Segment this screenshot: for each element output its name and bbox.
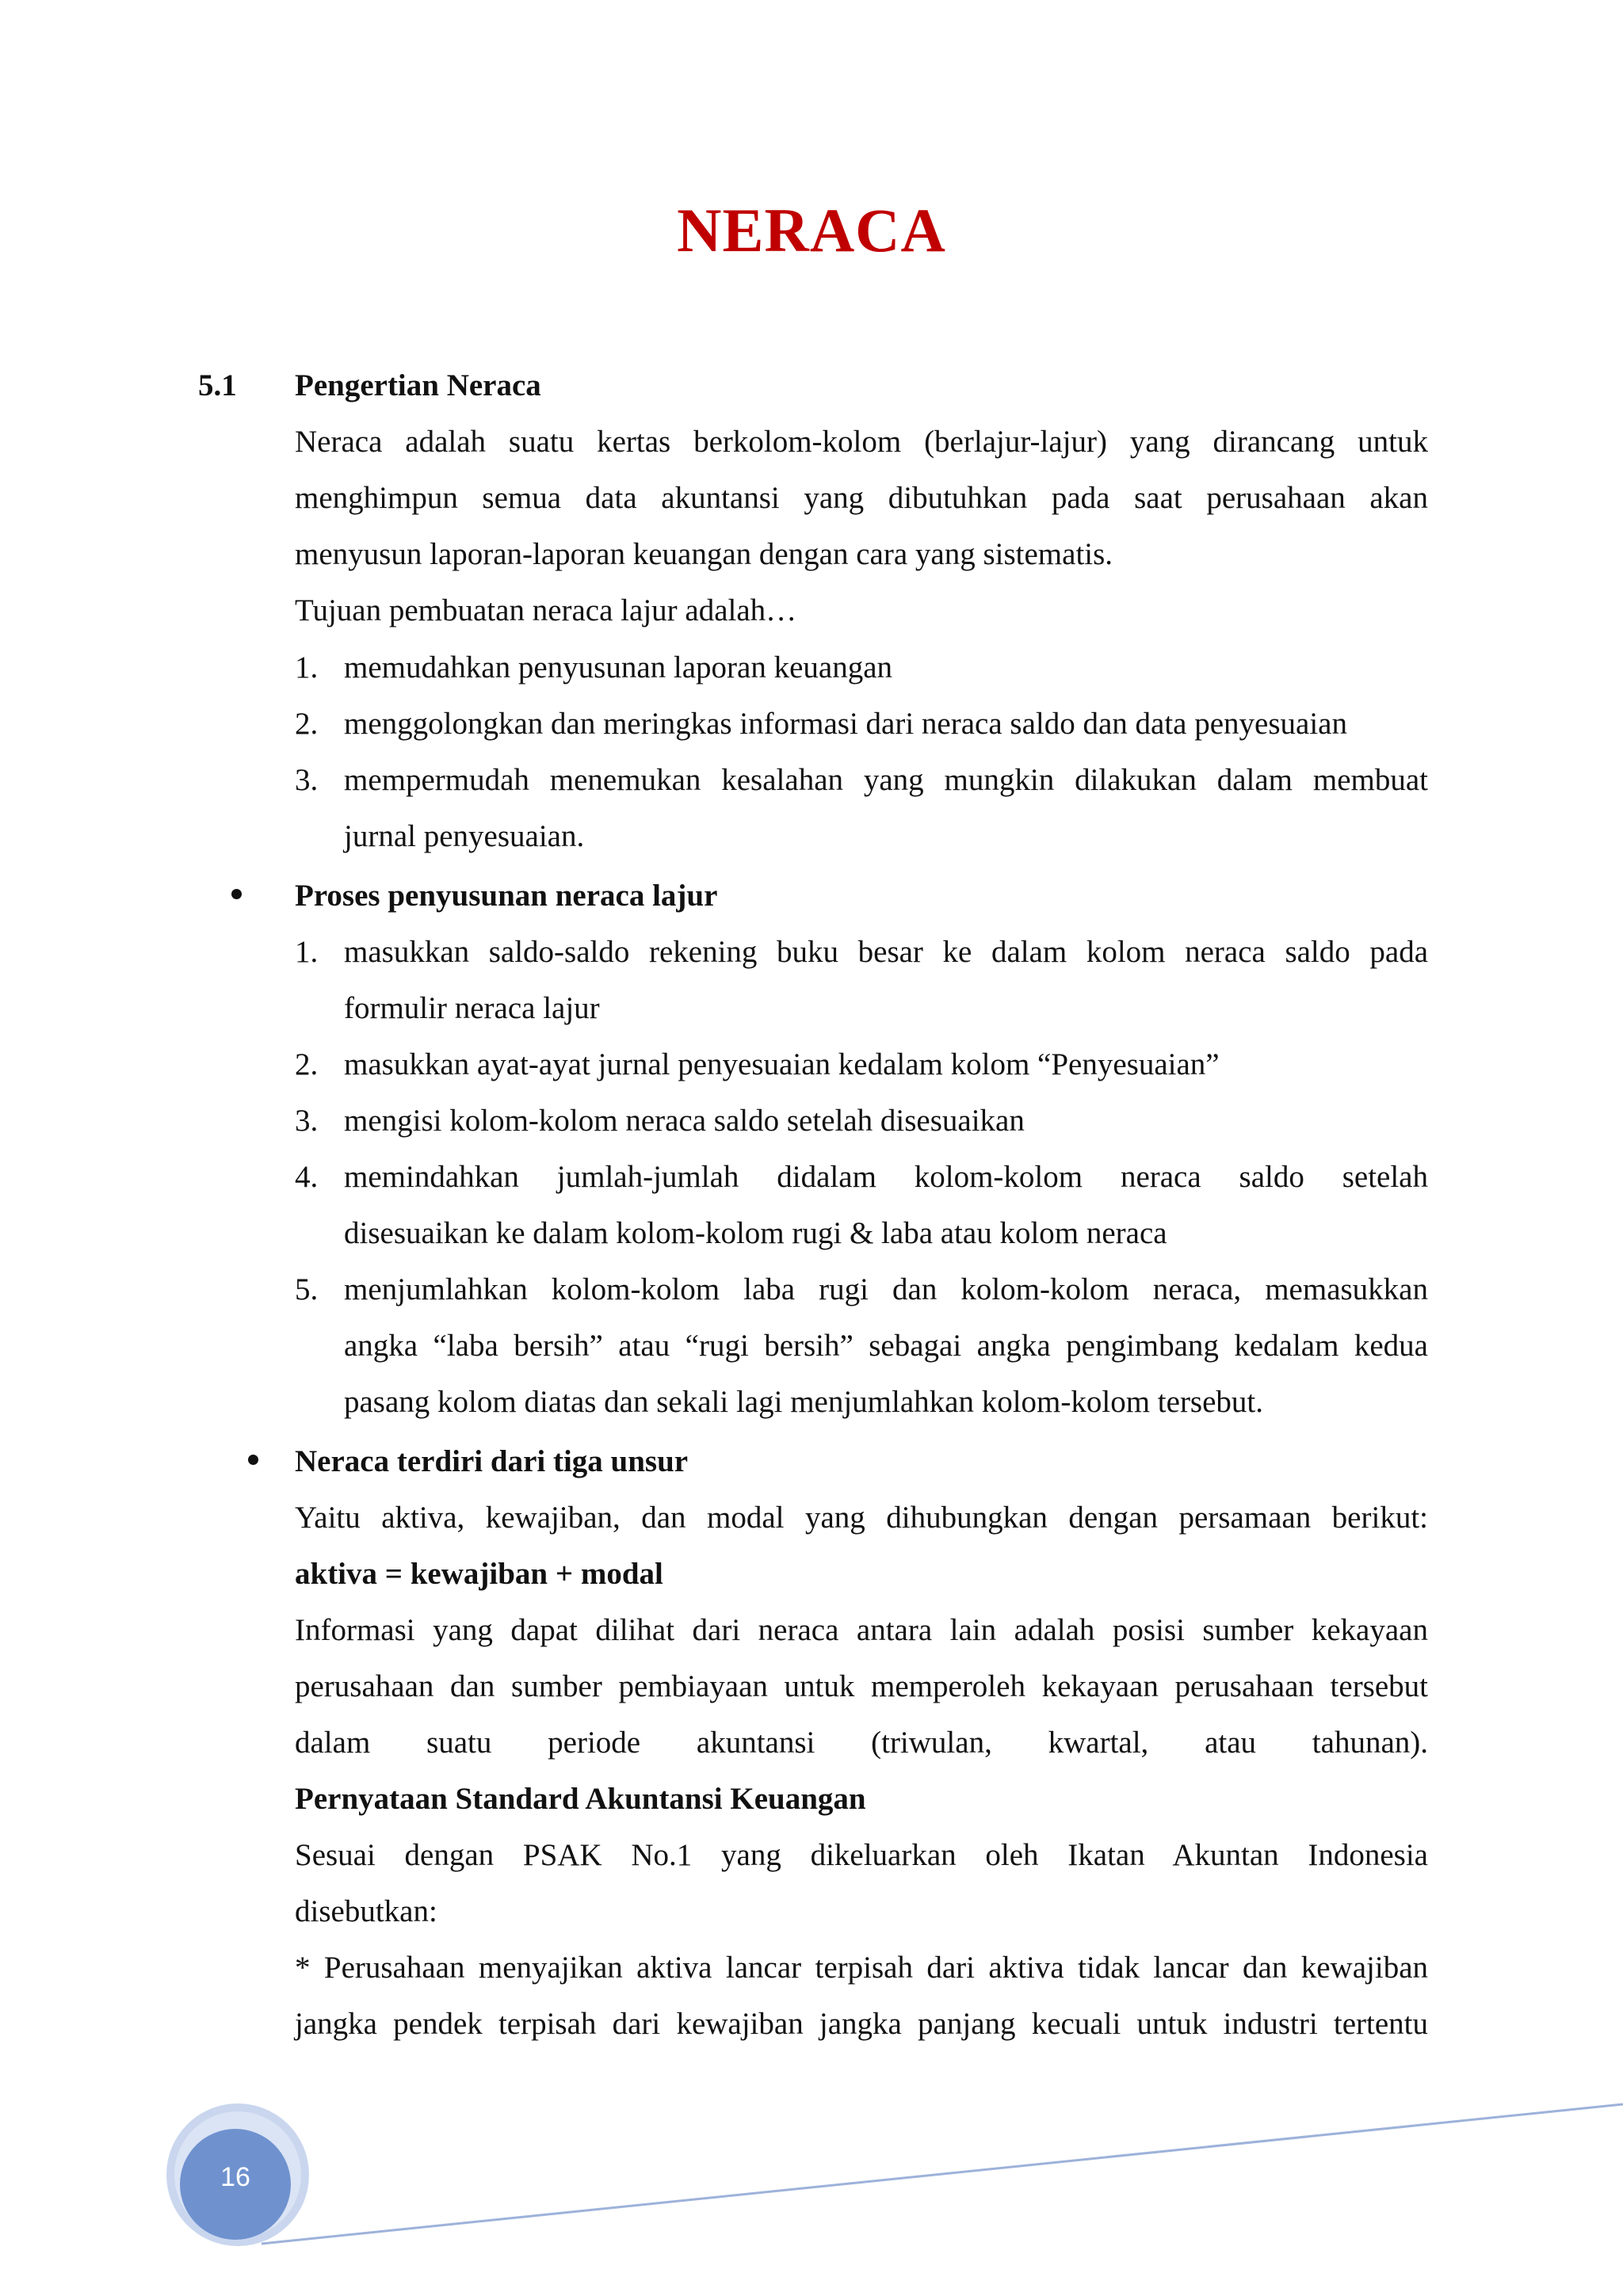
equation: aktiva = kewajiban + modal <box>295 1557 663 1591</box>
list-number: 5. <box>295 1272 319 1306</box>
list-item-continued: formulir neraca lajur <box>344 991 600 1025</box>
psak-heading: Pernyataan Standard Akuntansi Keuangan <box>295 1782 866 1816</box>
list-item-continued: disesuaikan ke dalam kolom-kolom rugi & laba atau kolom neraca <box>344 1216 1167 1250</box>
list-item: masukkan saldo-saldo rekening buku besar ke dalam kolom neraca saldo pada <box>344 935 1428 969</box>
list-item: mempermudah menemukan kesalahan yang mungkin dilakukan dalam membuat <box>344 763 1428 797</box>
section-number: 5.1 <box>198 368 237 402</box>
list-number: 4. <box>295 1160 319 1194</box>
list-number: 1. <box>295 650 319 685</box>
process-heading: Proses penyusunan neraca lajur <box>295 879 718 913</box>
elements-heading: Neraca terdiri dari tiga unsur <box>295 1444 689 1478</box>
definition-line: menyusun laporan-laporan keuangan dengan cara yang sistematis. <box>295 537 1113 571</box>
list-item: memindahkan jumlah-jumlah didalam kolom-kolom neraca saldo setelah <box>344 1160 1428 1194</box>
list-number: 2. <box>295 1047 319 1081</box>
definition-line: menghimpun semua data akuntansi yang dibutuhkan pada saat perusahaan akan <box>295 481 1428 515</box>
list-item: menggolongkan dan meringkas informasi dari neraca saldo dan data penyesuaian <box>344 707 1347 741</box>
list-number: 2. <box>295 707 319 741</box>
elements-text: Yaitu aktiva, kewajiban, dan modal yang dihubungkan dengan persamaan berikut: <box>295 1501 1428 1535</box>
list-item: masukkan ayat-ayat jurnal penyesuaian kedalam kolom “Penyesuaian” <box>344 1047 1220 1081</box>
psak-line: * Perusahaan menyajikan aktiva lancar terpisah dari aktiva tidak lancar dan kewajiban <box>295 1951 1428 1985</box>
list-item: memudahkan penyusunan laporan keuangan <box>344 650 893 685</box>
info-line: perusahaan dan sumber pembiayaan untuk memperoleh kekayaan perusahaan tersebut <box>295 1669 1428 1703</box>
list-number: 1. <box>295 935 319 969</box>
section-heading: Pengertian Neraca <box>295 368 541 402</box>
psak-line: jangka pendek terpisah dari kewajiban jangka panjang kecuali untuk industri tertentu <box>295 2007 1428 2041</box>
psak-line: disebutkan: <box>295 1894 437 1928</box>
page-number: 16 <box>220 2162 250 2192</box>
list-item: mengisi kolom-kolom neraca saldo setelah disesuaikan <box>344 1104 1025 1138</box>
info-line: Informasi yang dapat dilihat dari neraca antara lain adalah posisi sumber kekayaan <box>295 1613 1428 1647</box>
list-number: 3. <box>295 1104 319 1138</box>
list-number: 3. <box>295 763 319 797</box>
psak-line: Sesuai dengan PSAK No.1 yang dikeluarkan oleh Ikatan Akuntan Indonesia <box>295 1838 1428 1872</box>
list-item-continued: pasang kolom diatas dan sekali lagi menjumlahkan kolom-kolom tersebut. <box>344 1385 1264 1419</box>
list-item-continued: jurnal penyesuaian. <box>344 819 585 853</box>
list-item-continued: angka “laba bersih” atau “rugi bersih” sebagai angka pengimbang kedalam kedua <box>344 1329 1428 1363</box>
purpose-intro: Tujuan pembuatan neraca lajur adalah… <box>295 593 797 627</box>
list-item: menjumlahkan kolom-kolom laba rugi dan kolom-kolom neraca, memasukkan <box>344 1272 1428 1306</box>
definition-line: Neraca adalah suatu kertas berkolom-kolom (berlajur-lajur) yang dirancang untuk <box>295 425 1428 459</box>
info-line: dalam suatu periode akuntansi (triwulan, kwartal, atau tahunan). <box>295 1726 1428 1760</box>
footer-line <box>262 2104 1623 2244</box>
page-title: NERACA <box>677 196 946 265</box>
